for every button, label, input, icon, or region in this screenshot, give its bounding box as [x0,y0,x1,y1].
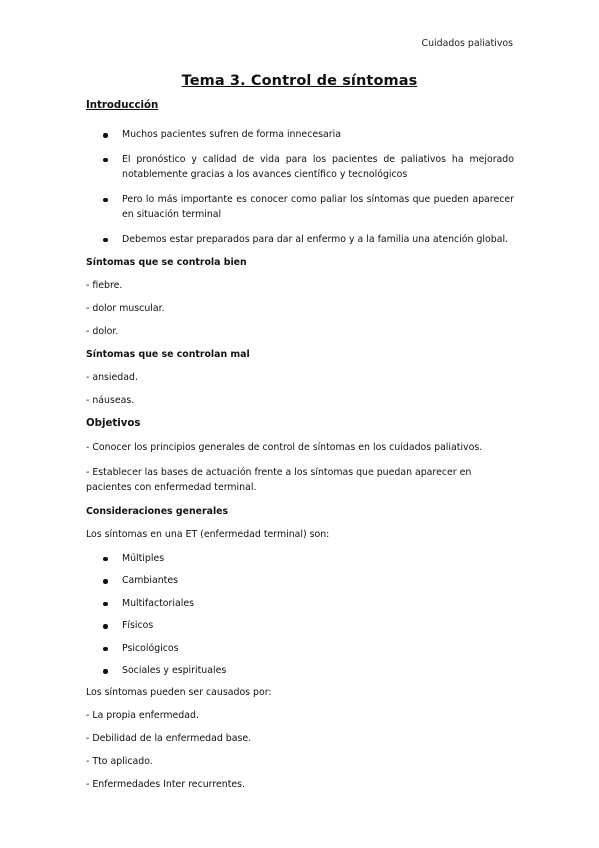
bullet-icon [103,602,108,607]
causes-line: Los síntomas pueden ser causados por: [86,686,272,698]
general-heading: Consideraciones generales [86,505,229,517]
bullet-icon [103,158,108,163]
bullet-icon [103,669,108,674]
list-item: Cambiantes [86,573,514,589]
intro-heading: Introducción [86,100,159,111]
bullet-icon [103,647,108,652]
page-header-right: Cuidados paliativos [421,38,513,49]
well-controlled-item: - dolor muscular. [86,303,165,314]
well-controlled-item: - fiebre. [86,280,123,291]
cause-item: - Enfermedades Inter recurrentes. [86,778,246,790]
poorly-controlled-item: - náuseas. [86,395,135,406]
bullet-icon [103,624,108,629]
poorly-controlled-heading: Síntomas que se controlan mal [86,349,250,360]
bullet-icon [103,198,108,203]
list-item: Muchos pacientes sufren de forma innecesaria [86,127,514,143]
list-item: Físicos [86,618,514,634]
bullet-icon [103,557,108,562]
cause-item: - Tto aplicado. [86,755,153,767]
objectives-heading: Objetivos [86,418,141,429]
poorly-controlled-item: - ansiedad. [86,372,138,383]
objective-item: - Establecer las bases de actuación frente a los síntomas que puedan aparecer en pacientes con enfermedad terminal. [86,466,472,493]
document-body [86,99,514,801]
intro-bullet-list [86,127,514,247]
list-item: Debemos estar preparados para dar al enfermo y a la familia una atención global. [86,232,514,248]
general-bullet-list [86,551,514,679]
general-intro-line: Los síntomas en una ET (enfermedad terminal) son: [86,528,330,540]
cause-item: - La propia enfermedad. [86,709,199,721]
list-item: Sociales y espirituales [86,663,514,679]
list-item: Múltiples [86,551,514,567]
well-controlled-heading: Síntomas que se controla bien [86,257,247,268]
list-item: Psicológicos [86,641,514,657]
bullet-icon [103,579,108,584]
list-item: El pronóstico y calidad de vida para los pacientes de paliativos ha mejorado notablemente gracias a los avances científico y tecnológicos [86,152,514,183]
bullet-icon [103,133,108,138]
well-controlled-item: - dolor. [86,326,119,337]
page-title: Tema 3. Control de síntomas [181,73,418,89]
bullet-icon [103,238,108,243]
list-item: Pero lo más importante es conocer como paliar los síntomas que pueden aparecer en situación terminal [86,192,514,223]
cause-item: - Debilidad de la enfermedad base. [86,732,252,744]
objective-item: - Conocer los principios generales de control de síntomas en los cuidados paliativos. [86,442,483,453]
list-item: Multifactoriales [86,596,514,612]
